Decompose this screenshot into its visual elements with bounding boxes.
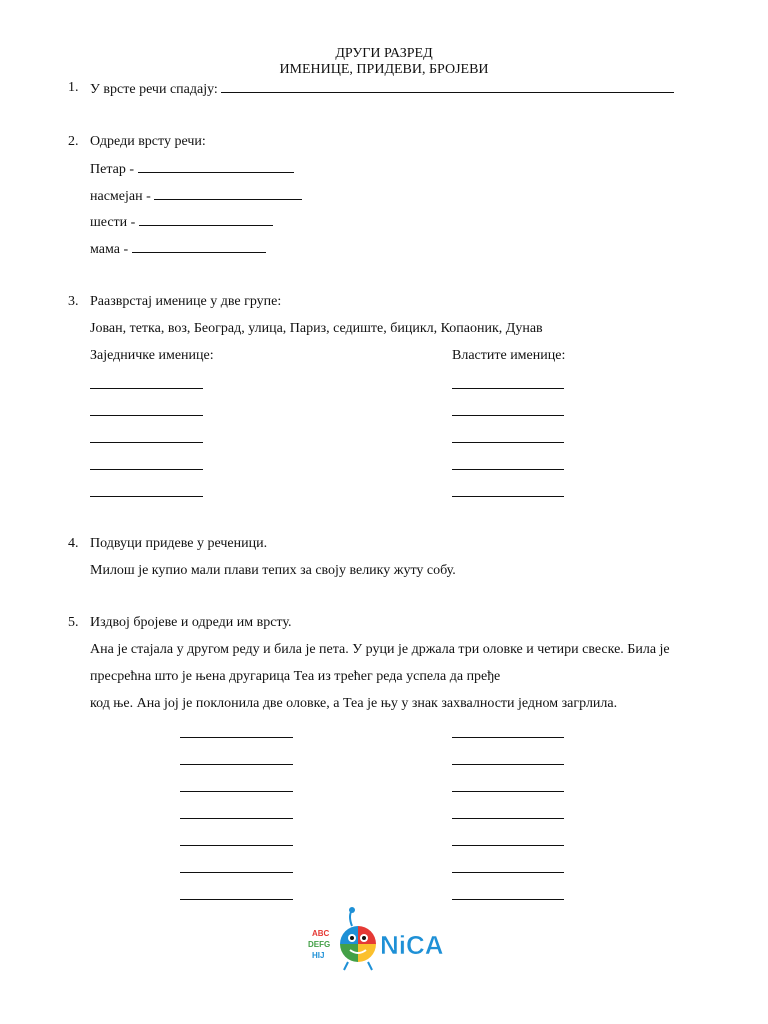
q3-common-blank[interactable] xyxy=(90,388,203,389)
q5-type-blank[interactable] xyxy=(452,845,564,846)
q3-common-blank[interactable] xyxy=(90,469,203,470)
q2-word-row xyxy=(90,213,273,231)
q2-word-row xyxy=(90,187,302,205)
worksheet-topic: ИМЕНИЦЕ, ПРИДЕВИ, БРОЈЕВИ xyxy=(279,62,489,77)
q3-proper-blank[interactable] xyxy=(452,388,564,389)
q1-prompt: У врсте речи спадају: xyxy=(90,82,218,97)
q2-answer-blank[interactable] xyxy=(139,213,273,226)
q2-prompt: Одреди врсту речи: xyxy=(90,134,206,149)
q5-number-blank[interactable] xyxy=(180,791,293,792)
q1-text xyxy=(90,80,674,98)
q2-answer-blank[interactable] xyxy=(138,160,294,173)
logo-wordmark: NiCA xyxy=(380,930,444,960)
q2-word: мама - xyxy=(90,242,129,257)
logo-small-text: DEFG xyxy=(308,940,331,949)
q2-word: Петар - xyxy=(90,162,134,177)
q3-common-nouns-label: Заједничке именице: xyxy=(90,348,214,363)
q5-number: 5. xyxy=(68,615,79,630)
logo-small-letters xyxy=(308,929,330,960)
q3-proper-blank[interactable] xyxy=(452,442,564,443)
worksheet-grade: ДРУГИ РАЗРЕД xyxy=(335,46,433,61)
q5-type-blank[interactable] xyxy=(452,764,564,765)
logo-mascot-icon xyxy=(340,926,376,970)
q5-type-blank[interactable] xyxy=(452,737,564,738)
q5-type-blank[interactable] xyxy=(452,791,564,792)
q1-number: 1. xyxy=(68,80,79,95)
q4-sentence[interactable]: Милош је купио мали плави тепих за своју велику жуту собу. xyxy=(90,563,456,578)
q1-answer-blank[interactable] xyxy=(221,80,674,93)
q2-number: 2. xyxy=(68,134,79,149)
nica-logo xyxy=(306,906,458,978)
q5-story-line: код ње. Ана јој је поклонила две оловке, а Теа је њу у знак захвалности једном загрлила. xyxy=(90,696,618,711)
q5-number-blank[interactable] xyxy=(180,899,293,900)
q5-number-blank[interactable] xyxy=(180,737,293,738)
q5-number-blank[interactable] xyxy=(180,818,293,819)
q5-number-blank[interactable] xyxy=(180,764,293,765)
logo-antenna-icon xyxy=(349,907,355,926)
q5-type-blank[interactable] xyxy=(452,818,564,819)
q5-story-line: пресрећна што је њена другарица Теа из трећег реда успела да пређе xyxy=(90,669,501,684)
q3-common-blank[interactable] xyxy=(90,415,203,416)
q3-proper-blank[interactable] xyxy=(452,496,564,497)
q2-word: насмејан - xyxy=(90,189,151,204)
q3-common-blank[interactable] xyxy=(90,442,203,443)
q2-answer-blank[interactable] xyxy=(132,240,266,253)
q4-number: 4. xyxy=(68,536,79,551)
q5-story-line: Ана је стајала у другом реду и била је пета. У руци је држала три оловке и четири свеске. Била је xyxy=(90,642,670,657)
q3-common-blank[interactable] xyxy=(90,496,203,497)
logo-small-text: ABC xyxy=(312,929,330,938)
q2-word-row xyxy=(90,240,266,258)
q5-type-blank[interactable] xyxy=(452,899,564,900)
q3-proper-blank[interactable] xyxy=(452,469,564,470)
q5-type-blank[interactable] xyxy=(452,872,564,873)
q5-number-blank[interactable] xyxy=(180,845,293,846)
q3-proper-blank[interactable] xyxy=(452,415,564,416)
q3-proper-nouns-label: Властите именице: xyxy=(452,348,566,363)
q4-prompt: Подвуци придеве у реченици. xyxy=(90,536,268,551)
q3-noun-list: Јован, тетка, воз, Београд, улица, Париз, седиште, бицикл, Копаоник, Дунав xyxy=(90,321,543,336)
q3-prompt: Раазврстај именице у две групе: xyxy=(90,294,282,309)
q2-answer-blank[interactable] xyxy=(154,187,302,200)
logo-small-text: HIJ xyxy=(312,951,325,960)
q3-number: 3. xyxy=(68,294,79,309)
q2-word: шести - xyxy=(90,215,136,230)
q2-word-row xyxy=(90,160,294,178)
q5-prompt: Издвој бројеве и одреди им врсту. xyxy=(90,615,292,630)
q5-number-blank[interactable] xyxy=(180,872,293,873)
